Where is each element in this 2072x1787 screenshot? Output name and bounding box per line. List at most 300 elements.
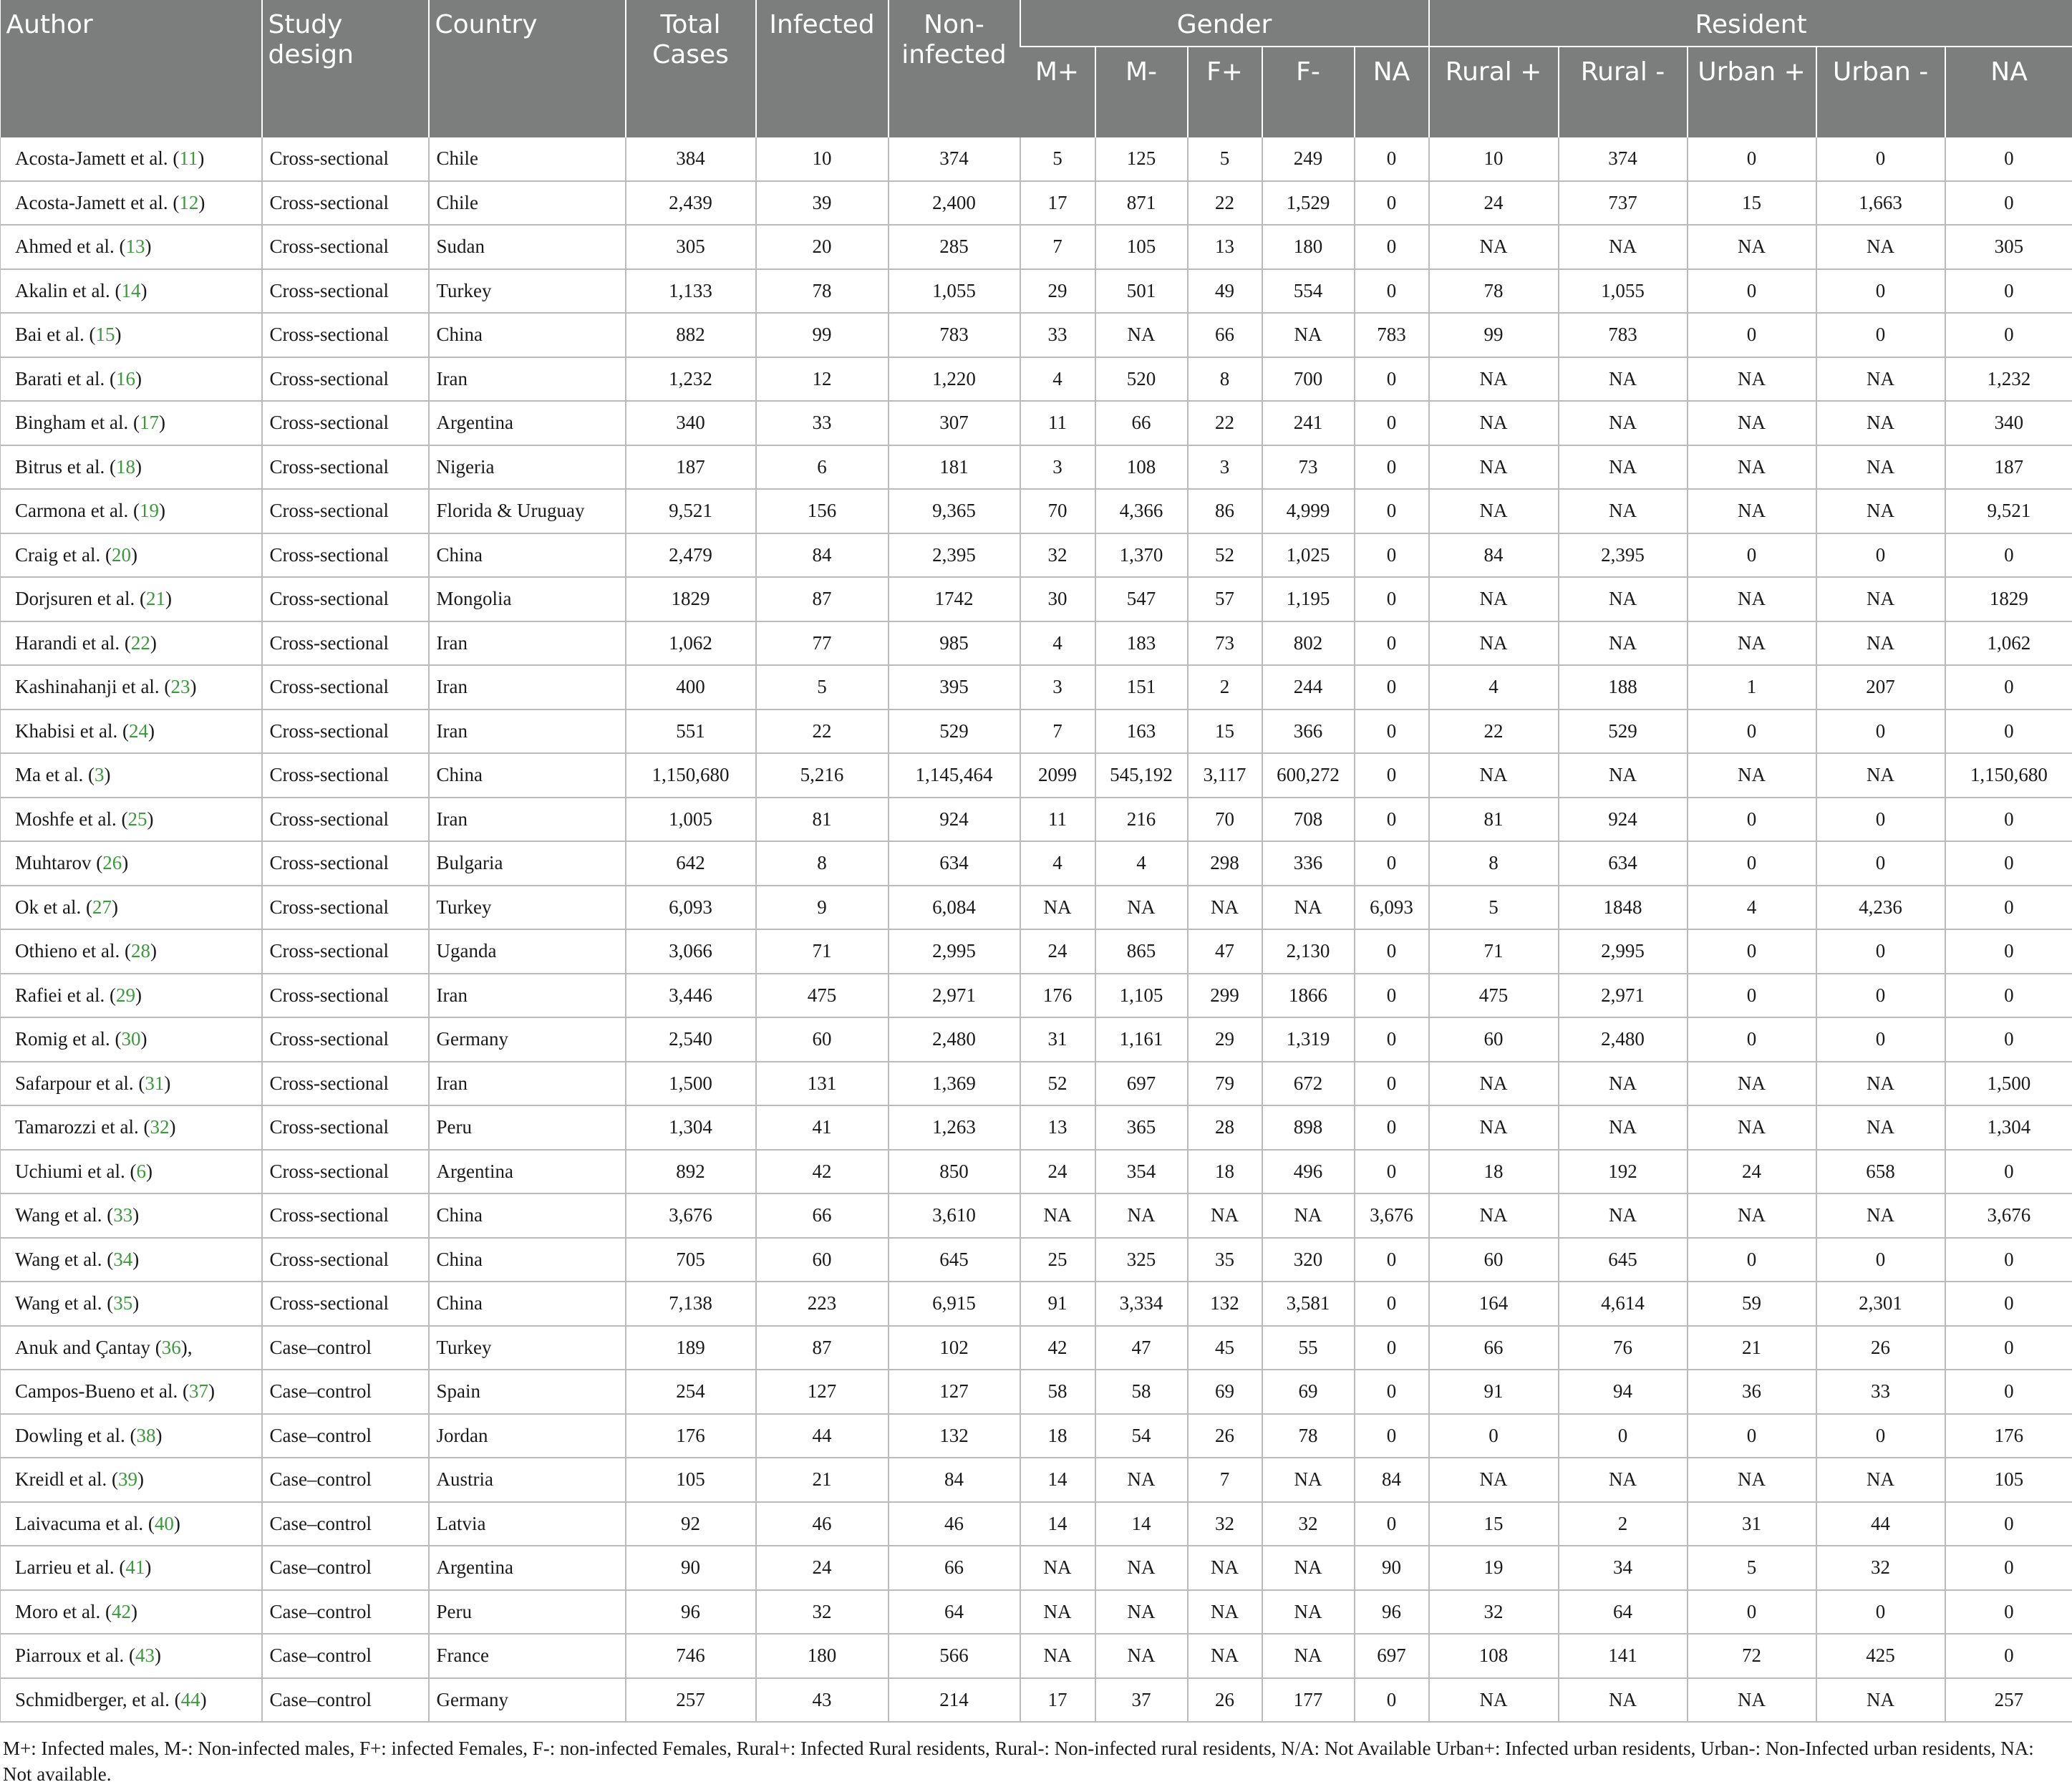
table-row: [1, 621, 2072, 666]
author-ref-close: ): [122, 852, 128, 873]
infected-cell: 20: [756, 225, 889, 269]
non-infected-cell: 127: [889, 1370, 1020, 1414]
gender-f-neg-cell: NA: [1262, 886, 1355, 930]
author-ref-close: ): [170, 1116, 176, 1138]
resident-na-cell: 0: [1945, 269, 2072, 314]
reference-link[interactable]: 18: [116, 456, 135, 478]
urban-neg-cell: NA: [1816, 1062, 1945, 1106]
author-name: Kreidl et al. (: [15, 1468, 118, 1490]
urban-pos-cell: 0: [1688, 1238, 1816, 1282]
resident-na-cell: 0: [1945, 1590, 2072, 1635]
table-row: [1, 1282, 2072, 1326]
rural-neg-cell: 1848: [1559, 886, 1688, 930]
author-cell: [1, 533, 262, 578]
urban-pos-cell: 5: [1688, 1546, 1816, 1590]
author-cell: [1, 181, 262, 226]
country-cell: Peru: [429, 1105, 626, 1150]
country-cell: Iran: [429, 798, 626, 842]
reference-link[interactable]: 39: [118, 1468, 137, 1490]
study-design-cell: Cross-sectional: [262, 577, 429, 621]
country-cell: Iran: [429, 665, 626, 710]
resident-na-cell: 0: [1945, 1017, 2072, 1062]
rural-neg-cell: 141: [1559, 1634, 1688, 1678]
gender-f-pos-cell: 47: [1188, 929, 1262, 974]
author-cell: [1, 1193, 262, 1238]
table-row: [1, 489, 2072, 533]
resident-na-cell: 0: [1945, 1546, 2072, 1590]
reference-link[interactable]: 37: [189, 1380, 208, 1402]
rural-neg-cell: 1,055: [1559, 269, 1688, 314]
gender-m-pos-cell: 24: [1020, 1150, 1095, 1194]
gender-f-neg-cell: 55: [1262, 1326, 1355, 1370]
resident-na-cell: 0: [1945, 1370, 2072, 1414]
total-cases-cell: 1,133: [626, 269, 756, 314]
country-cell: Jordan: [429, 1414, 626, 1458]
author-name: Khabisi et al. (: [15, 720, 129, 742]
gender-m-neg-cell: 697: [1095, 1062, 1188, 1106]
rural-neg-cell: NA: [1559, 1458, 1688, 1502]
header-gender-f-pos: F+: [1188, 47, 1262, 137]
gender-na-cell: 0: [1355, 974, 1429, 1018]
study-design-cell: Cross-sectional: [262, 1105, 429, 1150]
gender-m-neg-cell: NA: [1095, 1193, 1188, 1238]
gender-f-neg-cell: 241: [1262, 401, 1355, 445]
rural-neg-cell: 188: [1559, 665, 1688, 710]
study-design-cell: Case–control: [262, 1546, 429, 1590]
author-name: Moshfe et al. (: [15, 808, 127, 830]
urban-pos-cell: 4: [1688, 886, 1816, 930]
table-row: [1, 974, 2072, 1018]
country-cell: Argentina: [429, 1150, 626, 1194]
rural-neg-cell: 34: [1559, 1546, 1688, 1590]
rural-pos-cell: NA: [1429, 1193, 1559, 1238]
header-resident-group: Resident: [1429, 0, 2072, 47]
reference-link[interactable]: 31: [145, 1072, 164, 1094]
urban-pos-cell: 0: [1688, 1414, 1816, 1458]
rural-neg-cell: NA: [1559, 1062, 1688, 1106]
non-infected-cell: 2,400: [889, 181, 1020, 226]
table-row: [1, 1502, 2072, 1546]
header-country: Country: [429, 0, 626, 137]
gender-m-neg-cell: NA: [1095, 1590, 1188, 1635]
rural-pos-cell: NA: [1429, 489, 1559, 533]
non-infected-cell: 374: [889, 137, 1020, 181]
study-design-cell: Cross-sectional: [262, 1150, 429, 1194]
gender-m-pos-cell: 4: [1020, 841, 1095, 886]
gender-m-neg-cell: NA: [1095, 313, 1188, 357]
total-cases-cell: 1,232: [626, 357, 756, 402]
urban-neg-cell: 0: [1816, 841, 1945, 886]
total-cases-cell: 176: [626, 1414, 756, 1458]
table-row: [1, 886, 2072, 930]
gender-na-cell: 6,093: [1355, 886, 1429, 930]
country-cell: China: [429, 1193, 626, 1238]
header-rural-pos: Rural +: [1429, 47, 1559, 137]
reference-link[interactable]: 35: [113, 1292, 132, 1314]
non-infected-cell: 46: [889, 1502, 1020, 1546]
gender-m-pos-cell: 25: [1020, 1238, 1095, 1282]
urban-pos-cell: 24: [1688, 1150, 1816, 1194]
total-cases-cell: 3,446: [626, 974, 756, 1018]
infected-cell: 87: [756, 577, 889, 621]
non-infected-cell: 3,610: [889, 1193, 1020, 1238]
non-infected-cell: 529: [889, 710, 1020, 754]
total-cases-cell: 1,500: [626, 1062, 756, 1106]
non-infected-cell: 84: [889, 1458, 1020, 1502]
rural-pos-cell: 60: [1429, 1017, 1559, 1062]
gender-f-neg-cell: 4,999: [1262, 489, 1355, 533]
gender-f-neg-cell: NA: [1262, 1590, 1355, 1635]
study-design-cell: Cross-sectional: [262, 1238, 429, 1282]
resident-na-cell: 0: [1945, 181, 2072, 226]
total-cases-cell: 105: [626, 1458, 756, 1502]
gender-f-neg-cell: NA: [1262, 1193, 1355, 1238]
author-cell: [1, 753, 262, 798]
infected-cell: 84: [756, 533, 889, 578]
gender-f-pos-cell: NA: [1188, 1590, 1262, 1635]
reference-link[interactable]: 15: [95, 324, 115, 345]
gender-m-pos-cell: 13: [1020, 1105, 1095, 1150]
reference-link[interactable]: 43: [135, 1645, 155, 1666]
gender-f-pos-cell: 57: [1188, 577, 1262, 621]
author-name: Ok et al. (: [15, 896, 92, 918]
author-ref-close: ): [140, 1028, 147, 1050]
gender-f-pos-cell: NA: [1188, 1634, 1262, 1678]
rural-pos-cell: NA: [1429, 753, 1559, 798]
gender-f-neg-cell: 600,272: [1262, 753, 1355, 798]
table-row: [1, 841, 2072, 886]
gender-f-pos-cell: 15: [1188, 710, 1262, 754]
non-infected-cell: 1,055: [889, 269, 1020, 314]
author-ref-close: ): [198, 192, 205, 213]
urban-pos-cell: NA: [1688, 1193, 1816, 1238]
author-cell: [1, 1150, 262, 1194]
study-design-cell: Cross-sectional: [262, 533, 429, 578]
gender-m-neg-cell: NA: [1095, 886, 1188, 930]
reference-link[interactable]: 23: [170, 676, 190, 697]
total-cases-cell: 400: [626, 665, 756, 710]
gender-na-cell: 0: [1355, 489, 1429, 533]
non-infected-cell: 181: [889, 445, 1020, 490]
reference-link[interactable]: 33: [113, 1204, 132, 1226]
author-cell: [1, 886, 262, 930]
author-ref-close: ): [165, 588, 172, 609]
reference-link[interactable]: 13: [125, 236, 145, 257]
gender-na-cell: 0: [1355, 665, 1429, 710]
reference-link[interactable]: 20: [112, 544, 131, 566]
infected-cell: 180: [756, 1634, 889, 1678]
gender-f-neg-cell: 32: [1262, 1502, 1355, 1546]
urban-pos-cell: 21: [1688, 1326, 1816, 1370]
table-row: [1, 1017, 2072, 1062]
gender-m-pos-cell: NA: [1020, 1546, 1095, 1590]
gender-na-cell: 0: [1355, 181, 1429, 226]
gender-m-neg-cell: 871: [1095, 181, 1188, 226]
header-total-cases: Total Cases: [626, 0, 756, 137]
urban-pos-cell: 0: [1688, 269, 1816, 314]
country-cell: Florida & Uruguay: [429, 489, 626, 533]
gender-m-neg-cell: 325: [1095, 1238, 1188, 1282]
rural-pos-cell: 164: [1429, 1282, 1559, 1326]
country-cell: Iran: [429, 1062, 626, 1106]
author-name: Kashinahanji et al. (: [15, 676, 170, 697]
urban-neg-cell: 0: [1816, 313, 1945, 357]
gender-m-neg-cell: 37: [1095, 1678, 1188, 1723]
author-name: Dorjsuren et al. (: [15, 588, 146, 609]
rural-neg-cell: 2: [1559, 1502, 1688, 1546]
infected-cell: 43: [756, 1678, 889, 1723]
reference-link[interactable]: 25: [127, 808, 147, 830]
gender-f-neg-cell: 1,319: [1262, 1017, 1355, 1062]
reference-link[interactable]: 6: [136, 1161, 146, 1182]
author-ref-close: ),: [181, 1337, 193, 1358]
reference-link[interactable]: 29: [116, 984, 135, 1006]
reference-link[interactable]: 21: [146, 588, 165, 609]
non-infected-cell: 1,369: [889, 1062, 1020, 1106]
reference-link[interactable]: 27: [92, 896, 112, 918]
rural-pos-cell: 0: [1429, 1414, 1559, 1458]
gender-f-pos-cell: 26: [1188, 1678, 1262, 1723]
infected-cell: 6: [756, 445, 889, 490]
author-cell: [1, 710, 262, 754]
gender-f-pos-cell: 3: [1188, 445, 1262, 490]
author-cell: [1, 269, 262, 314]
gender-m-neg-cell: NA: [1095, 1458, 1188, 1502]
table-row: [1, 533, 2072, 578]
country-cell: Iran: [429, 710, 626, 754]
reference-link[interactable]: 17: [140, 412, 159, 433]
urban-neg-cell: 0: [1816, 1017, 1945, 1062]
reference-link[interactable]: 41: [125, 1556, 145, 1578]
author-ref-close: ): [137, 1468, 144, 1490]
reference-link[interactable]: 19: [140, 500, 159, 521]
gender-na-cell: 0: [1355, 269, 1429, 314]
header-urban-pos: Urban +: [1688, 47, 1816, 137]
gender-f-pos-cell: 5: [1188, 137, 1262, 181]
gender-m-pos-cell: 29: [1020, 269, 1095, 314]
gender-na-cell: 0: [1355, 1370, 1429, 1414]
gender-f-pos-cell: 49: [1188, 269, 1262, 314]
reference-link[interactable]: 16: [116, 368, 135, 389]
gender-f-neg-cell: NA: [1262, 1634, 1355, 1678]
gender-na-cell: 0: [1355, 577, 1429, 621]
header-rural-neg: Rural -: [1559, 47, 1688, 137]
gender-m-pos-cell: 14: [1020, 1502, 1095, 1546]
gender-m-pos-cell: NA: [1020, 1193, 1095, 1238]
urban-pos-cell: NA: [1688, 225, 1816, 269]
infected-cell: 22: [756, 710, 889, 754]
urban-neg-cell: 0: [1816, 137, 1945, 181]
gender-m-neg-cell: 58: [1095, 1370, 1188, 1414]
urban-neg-cell: 26: [1816, 1326, 1945, 1370]
rural-neg-cell: NA: [1559, 753, 1688, 798]
gender-f-pos-cell: 66: [1188, 313, 1262, 357]
gender-f-neg-cell: 78: [1262, 1414, 1355, 1458]
gender-f-pos-cell: 79: [1188, 1062, 1262, 1106]
infected-cell: 99: [756, 313, 889, 357]
gender-m-pos-cell: 5: [1020, 137, 1095, 181]
non-infected-cell: 985: [889, 621, 1020, 666]
author-ref-close: ): [132, 1292, 139, 1314]
reference-link[interactable]: 14: [121, 280, 140, 301]
country-cell: Turkey: [429, 1326, 626, 1370]
gender-f-pos-cell: 7: [1188, 1458, 1262, 1502]
author-ref-close: ): [150, 940, 157, 962]
gender-f-pos-cell: 2: [1188, 665, 1262, 710]
resident-na-cell: 3,676: [1945, 1193, 2072, 1238]
author-name: Bai et al. (: [15, 324, 95, 345]
resident-na-cell: 257: [1945, 1678, 2072, 1723]
rural-pos-cell: 10: [1429, 137, 1559, 181]
urban-neg-cell: 0: [1816, 1238, 1945, 1282]
gender-f-neg-cell: 366: [1262, 710, 1355, 754]
gender-m-neg-cell: 163: [1095, 710, 1188, 754]
gender-f-neg-cell: 1,025: [1262, 533, 1355, 578]
header-infected: Infected: [756, 0, 889, 137]
reference-link[interactable]: 36: [162, 1337, 181, 1358]
reference-link[interactable]: 3: [95, 764, 105, 785]
reference-link[interactable]: 12: [179, 192, 198, 213]
total-cases-cell: 187: [626, 445, 756, 490]
study-design-cell: Cross-sectional: [262, 1062, 429, 1106]
author-ref-close: ): [198, 147, 204, 169]
reference-link[interactable]: 30: [121, 1028, 140, 1050]
country-cell: Chile: [429, 137, 626, 181]
table-row: [1, 1193, 2072, 1238]
gender-na-cell: 0: [1355, 1105, 1429, 1150]
gender-m-neg-cell: 1,161: [1095, 1017, 1188, 1062]
infected-cell: 66: [756, 1193, 889, 1238]
urban-neg-cell: 0: [1816, 1590, 1945, 1635]
total-cases-cell: 2,479: [626, 533, 756, 578]
study-design-cell: Cross-sectional: [262, 313, 429, 357]
reference-link[interactable]: 24: [129, 720, 148, 742]
urban-neg-cell: 4,236: [1816, 886, 1945, 930]
gender-m-neg-cell: 108: [1095, 445, 1188, 490]
gender-na-cell: 0: [1355, 1678, 1429, 1723]
study-design-cell: Cross-sectional: [262, 401, 429, 445]
rural-neg-cell: NA: [1559, 1193, 1688, 1238]
author-name: Acosta-Jamett et al. (: [15, 192, 179, 213]
reference-link[interactable]: 26: [102, 852, 122, 873]
gender-f-neg-cell: NA: [1262, 1458, 1355, 1502]
author-ref-close: ): [132, 1204, 139, 1226]
gender-f-neg-cell: 336: [1262, 841, 1355, 886]
author-name: Harandi et al. (: [15, 632, 131, 654]
study-design-cell: Cross-sectional: [262, 181, 429, 226]
infected-cell: 81: [756, 798, 889, 842]
gender-f-pos-cell: 69: [1188, 1370, 1262, 1414]
reference-link[interactable]: 40: [155, 1513, 174, 1534]
gender-f-pos-cell: 52: [1188, 533, 1262, 578]
gender-m-neg-cell: 54: [1095, 1414, 1188, 1458]
gender-f-neg-cell: 180: [1262, 225, 1355, 269]
urban-neg-cell: 0: [1816, 929, 1945, 974]
urban-pos-cell: 31: [1688, 1502, 1816, 1546]
urban-neg-cell: NA: [1816, 1193, 1945, 1238]
gender-na-cell: 783: [1355, 313, 1429, 357]
rural-neg-cell: 529: [1559, 710, 1688, 754]
gender-m-pos-cell: NA: [1020, 1590, 1095, 1635]
rural-pos-cell: 32: [1429, 1590, 1559, 1635]
gender-na-cell: 0: [1355, 1017, 1429, 1062]
infected-cell: 131: [756, 1062, 889, 1106]
non-infected-cell: 285: [889, 225, 1020, 269]
reference-link[interactable]: 11: [179, 147, 198, 169]
author-ref-close: ): [208, 1380, 215, 1402]
gender-na-cell: 3,676: [1355, 1193, 1429, 1238]
gender-na-cell: 0: [1355, 710, 1429, 754]
table-row: [1, 313, 2072, 357]
country-cell: China: [429, 1282, 626, 1326]
reference-link[interactable]: 22: [131, 632, 150, 654]
infected-cell: 60: [756, 1017, 889, 1062]
reference-link[interactable]: 42: [112, 1601, 131, 1622]
study-design-cell: Case–control: [262, 1678, 429, 1723]
infected-cell: 32: [756, 1590, 889, 1635]
gender-f-pos-cell: NA: [1188, 886, 1262, 930]
country-cell: China: [429, 313, 626, 357]
reference-link[interactable]: 38: [136, 1425, 155, 1446]
gender-m-neg-cell: 47: [1095, 1326, 1188, 1370]
resident-na-cell: 0: [1945, 1150, 2072, 1194]
gender-m-pos-cell: 52: [1020, 1062, 1095, 1106]
rural-pos-cell: 91: [1429, 1370, 1559, 1414]
rural-pos-cell: 22: [1429, 710, 1559, 754]
reference-link[interactable]: 32: [150, 1116, 170, 1138]
resident-na-cell: 0: [1945, 929, 2072, 974]
rural-neg-cell: NA: [1559, 357, 1688, 402]
rural-neg-cell: NA: [1559, 401, 1688, 445]
study-design-cell: Cross-sectional: [262, 137, 429, 181]
study-design-cell: Cross-sectional: [262, 798, 429, 842]
rural-pos-cell: 24: [1429, 181, 1559, 226]
total-cases-cell: 1,150,680: [626, 753, 756, 798]
gender-na-cell: 0: [1355, 401, 1429, 445]
resident-na-cell: 176: [1945, 1414, 2072, 1458]
urban-neg-cell: 0: [1816, 710, 1945, 754]
total-cases-cell: 9,521: [626, 489, 756, 533]
gender-m-neg-cell: 14: [1095, 1502, 1188, 1546]
reference-link[interactable]: 34: [113, 1249, 132, 1270]
non-infected-cell: 102: [889, 1326, 1020, 1370]
resident-na-cell: 0: [1945, 533, 2072, 578]
gender-na-cell: 0: [1355, 1326, 1429, 1370]
resident-na-cell: 0: [1945, 710, 2072, 754]
reference-link[interactable]: 28: [131, 940, 150, 962]
author-cell: [1, 1634, 262, 1678]
gender-m-pos-cell: 176: [1020, 974, 1095, 1018]
resident-na-cell: 1,500: [1945, 1062, 2072, 1106]
study-design-cell: Case–control: [262, 1458, 429, 1502]
author-ref-close: ): [155, 1645, 161, 1666]
rural-neg-cell: 924: [1559, 798, 1688, 842]
urban-neg-cell: 0: [1816, 974, 1945, 1018]
urban-pos-cell: 72: [1688, 1634, 1816, 1678]
author-ref-close: ): [104, 764, 110, 785]
author-cell: [1, 1017, 262, 1062]
rural-pos-cell: NA: [1429, 445, 1559, 490]
urban-neg-cell: 1,663: [1816, 181, 1945, 226]
author-cell: [1, 1414, 262, 1458]
gender-m-neg-cell: 105: [1095, 225, 1188, 269]
gender-na-cell: 0: [1355, 445, 1429, 490]
reference-link[interactable]: 44: [181, 1689, 200, 1710]
rural-neg-cell: 2,480: [1559, 1017, 1688, 1062]
study-design-cell: Cross-sectional: [262, 1017, 429, 1062]
table-row: [1, 753, 2072, 798]
author-ref-close: ): [131, 1601, 137, 1622]
